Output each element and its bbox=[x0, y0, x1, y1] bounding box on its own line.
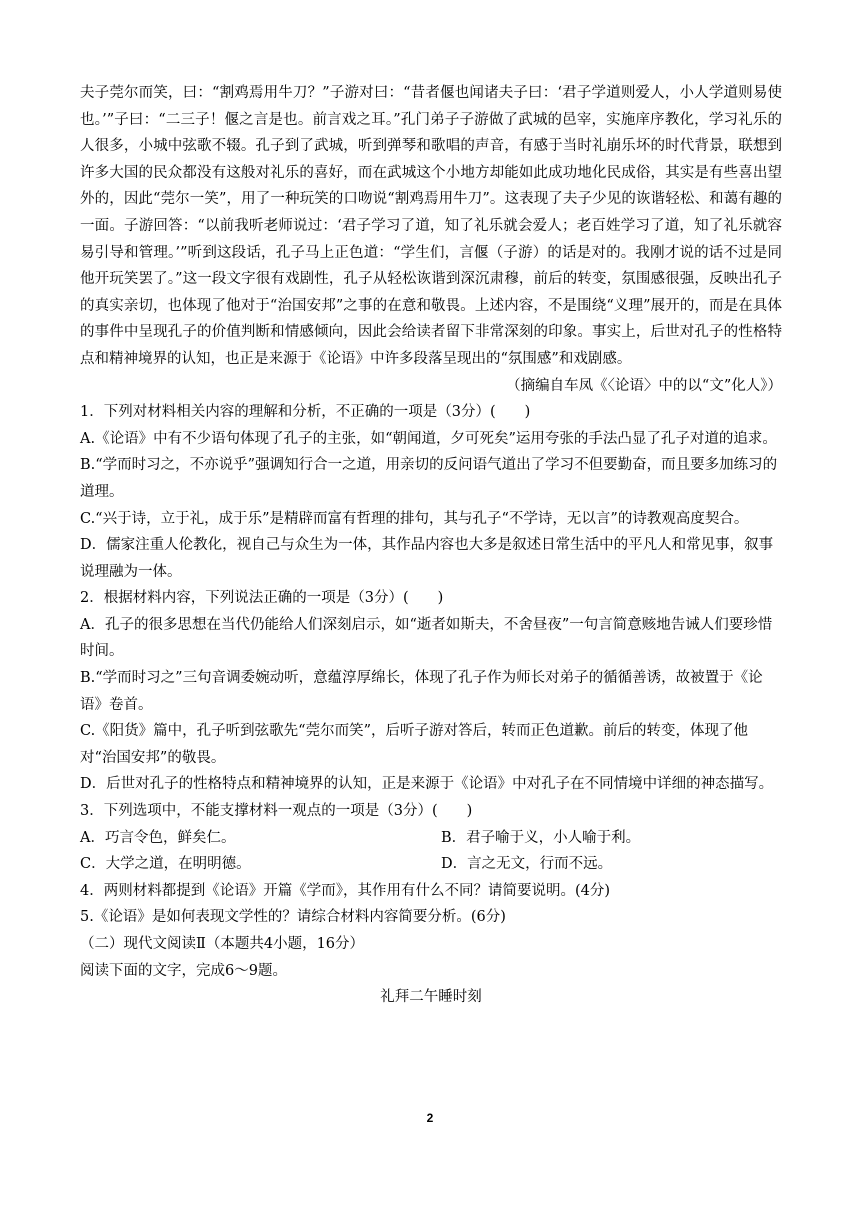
question-2-option-b: B.“学而时习之”三句音调委婉动听，意蕴淳厚绵长，体现了孔子作为师长对弟子的循循善诱，故被置于《论语》卷首。 bbox=[80, 670, 763, 713]
passage-paragraph: 夫子莞尔而笑，曰：“割鸡焉用牛刀？”子游对曰：“昔者偃也闻诸夫子曰：‘君子学道则爱人，小人学道则易使也。’”子曰：“二三子！偃之言是也。前言戏之耳。”孔门弟子子游做了武城的邑宰，实施庠序教化，学习礼乐的人很多，小城中弦歌不辍。孔子到了武城，听到弹琴和歌唱的声音，有感于当时礼崩乐坏的时代背景，联想到许多大国的民众都没有这般对礼乐的喜好，而在武城这个小地方却能如此成功地化民成俗，其实是有些喜出望外的，因此“莞尔一笑”，用了一种玩笑的口吻说“割鸡焉用牛刀”。这表现了夫子少见的诙谐轻松、和蔼有趣的一面。子游回答：“以前我听老师说过：‘君子学习了道，知了礼乐就会爱人；老百姓学习了道，知了礼乐就容易引导和管理。’”听到这段话，孔子马上正色道：“学生们，言偃（子游）的话是对的。我刚才说的话不过是同他开玩笑罢了。”这一段文字很有戏剧性，孔子从轻松诙谐到深沉肃穆，前后的转变，氛围感很强，反映出孔子的真实亲切，也体现了他对于“治国安邦”之事的在意和敬畏。上述内容，不是围绕“义理”展开的，而是在具体的事件中呈现孔子的价值判断和情感倾向，因此会给读者留下非常深刻的印象。事实上，后世对孔子的性格特点和精神境界的认知，也正是来源于《论语》中许多段落呈现出的“氛围感”和戏剧感。 bbox=[80, 85, 782, 367]
story-title: 礼拜二午睡时刻 bbox=[380, 989, 482, 1006]
question-5: 5.《论语》是如何表现文学性的？请综合材料内容简要分析。(6分) bbox=[80, 909, 506, 926]
question-3 bbox=[80, 798, 782, 878]
question-3-option-a: A．巧言令色，鲜矣仁。 bbox=[80, 829, 236, 846]
passage-attribution: （摘编自车凤《〈论语〉中的以“文”化人》） bbox=[506, 377, 782, 394]
question-3-option-c: C．大学之道，在明明德。 bbox=[80, 856, 251, 873]
question-2-stem: 2．根据材料内容，下列说法正确的一项是（3分）( ) bbox=[80, 590, 444, 607]
section-2-instruction: 阅读下面的文字，完成6～9题。 bbox=[80, 962, 287, 979]
question-3-option-b: B．君子喻于义，小人喻于利。 bbox=[441, 829, 641, 846]
question-1-option-a: A.《论语》中有不少语句体现了孔子的主张，如“朝闻道，夕可死矣”运用夸张的手法凸显了孔子对道的追求。 bbox=[80, 430, 777, 447]
question-2 bbox=[80, 585, 782, 798]
question-4: 4．两则材料都提到《论语》开篇《学而》，其作用有什么不同？请简要说明。(4分) bbox=[80, 882, 611, 899]
question-2-option-c: C.《阳货》篇中，孔子听到弦歌先“莞尔而笑”，后听子游对答后，转而正色道歉。前后的转变，体现了他对“治国安邦”的敬畏。 bbox=[80, 723, 749, 766]
page-content bbox=[80, 80, 782, 1011]
question-1-option-d: D．儒家注重人伦教化，视自己与众生为一体，其作品内容也大多是叙述日常生活中的平凡人和常见事，叙事说理融为一体。 bbox=[80, 537, 774, 580]
question-2-option-d: D．后世对孔子的性格特点和精神境界的认知，正是来源于《论语》中对孔子在不同情境中详细的神态描写。 bbox=[80, 776, 774, 793]
question-1-option-c: C.“兴于诗，立于礼，成于乐”是精辟而富有哲理的排句，其与孔子“不学诗，无以言”的诗教观高度契合。 bbox=[80, 510, 749, 527]
question-3-options bbox=[80, 825, 782, 878]
question-3-stem: 3．下列选项中，不能支撑材料一观点的一项是（3分）( ) bbox=[80, 803, 473, 820]
question-3-option-d: D．言之无文，行而不远。 bbox=[441, 856, 613, 873]
question-1 bbox=[80, 399, 782, 585]
question-2-option-a: A．孔子的很多思想在当代仍能给人们深刻启示，如“逝者如斯夫，不舍昼夜”一句言简意赅地告诫人们要珍惜时间。 bbox=[80, 616, 773, 660]
page-number: 2 bbox=[426, 1111, 434, 1125]
question-1-stem: 1．下列对材料相关内容的理解和分析，不正确的一项是（3分）( ) bbox=[80, 404, 531, 421]
section-2-heading: （二）现代文阅读Ⅱ（本题共4小题，16分） bbox=[80, 936, 365, 952]
question-1-option-b: B.“学而时习之，不亦说乎”强调知行合一之道，用亲切的反问语气道出了学习不但要勤奋，而且要多加练习的道理。 bbox=[80, 457, 778, 500]
